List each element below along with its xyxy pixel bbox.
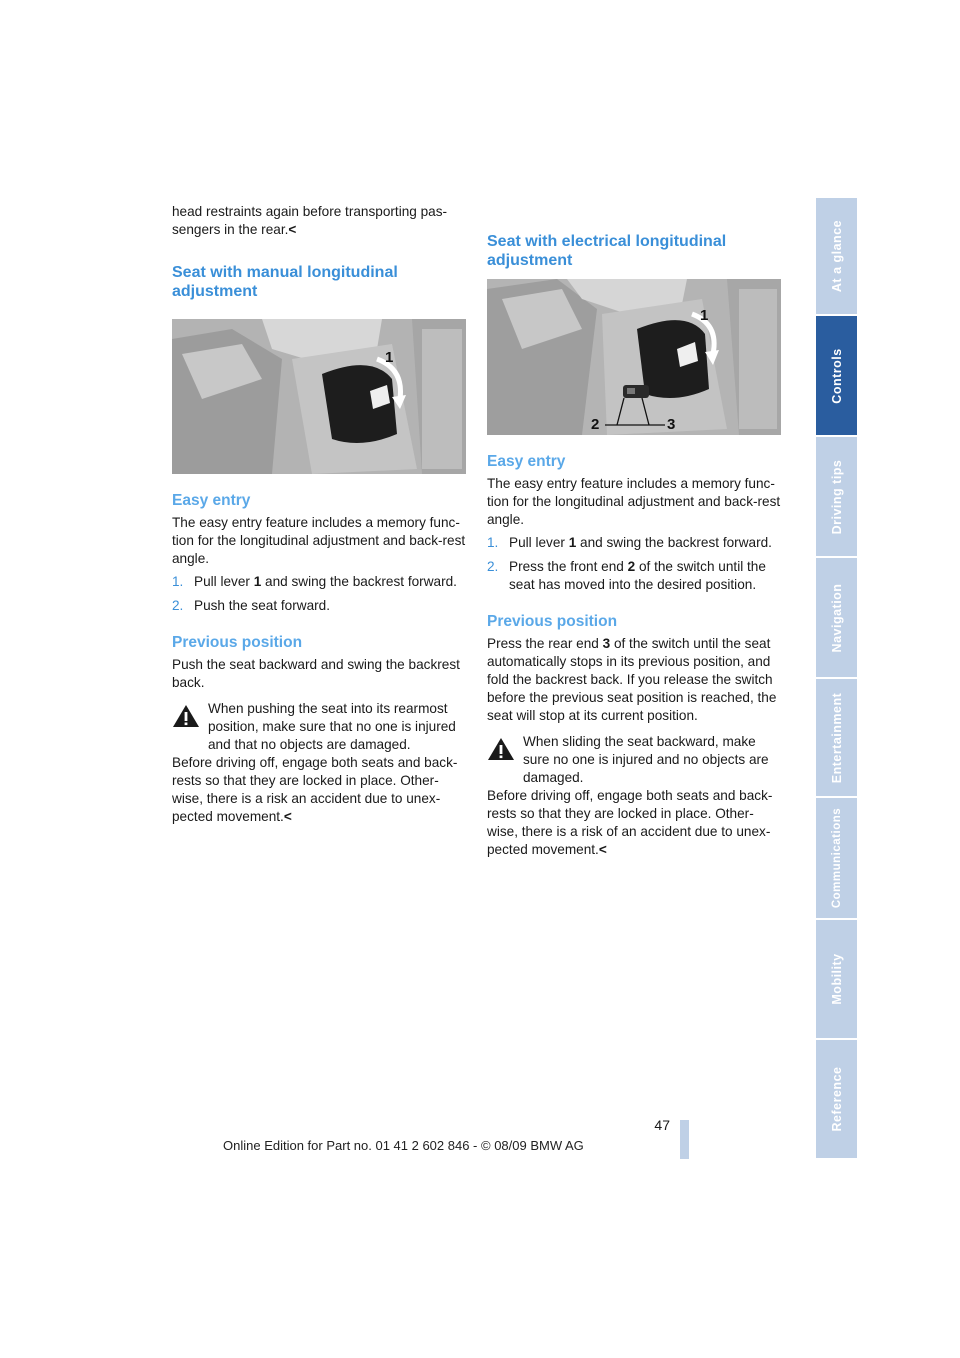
tab-reference[interactable] <box>816 1040 857 1160</box>
warning-block-left <box>172 700 466 826</box>
tab-label: Mobility <box>829 953 844 1005</box>
manual-seat-illustration <box>172 319 466 474</box>
page-number-bar <box>680 1120 689 1159</box>
step-text-end: and swing the backrest forward. <box>576 535 772 550</box>
switch-front-label-2: 2 <box>591 416 600 433</box>
tab-mobility[interactable] <box>816 920 857 1040</box>
step-text: Pull lever <box>194 574 254 589</box>
step-ref: 1 <box>568 535 577 550</box>
right-column <box>487 232 781 859</box>
end-mark: < <box>283 809 292 824</box>
prev-pos-ref: 3 <box>602 636 611 651</box>
warning-body-right: When sliding the seat backward, make sure no one is injured and no objects are damaged. <box>523 734 769 785</box>
tab-label: Controls <box>829 347 844 404</box>
previous-position-heading-left: Previous position <box>172 634 303 651</box>
tab-driving-tips[interactable] <box>816 437 857 558</box>
warning-text2-left <box>172 754 466 826</box>
warning-text-right <box>487 733 781 787</box>
left-column <box>172 203 466 826</box>
step-number: 1. <box>487 535 499 550</box>
section-heading-manual: Seat with manual longitudinal adjustment <box>172 264 398 300</box>
previous-position-text-left: Push the seat backward and swing the backrest back. <box>172 657 460 690</box>
easy-entry-text-right: The easy entry feature includes a memory func-tion for the longitudinal adjustment and back-rest angle. <box>487 476 781 527</box>
step-ref: 1 <box>253 574 262 589</box>
easy-entry-steps-left <box>172 573 466 615</box>
step-text: Push the seat forward. <box>194 598 331 613</box>
step-text: Press the front end <box>509 559 628 574</box>
previous-position-heading-right: Previous position <box>487 613 618 630</box>
step-number: 2. <box>172 598 184 613</box>
tab-label: Communications <box>830 807 843 909</box>
list-item <box>487 558 781 594</box>
intro-text-body: head restraints again before transporting pas-sengers in the rear. <box>172 204 448 237</box>
manual-seat-photo <box>172 319 466 474</box>
previous-position-text-right <box>487 635 781 725</box>
tab-label: Driving tips <box>829 459 844 534</box>
electrical-seat-illustration <box>487 279 781 435</box>
step-text-end: of the switch until the seat has moved into the desired position. <box>509 559 766 592</box>
tab-label: At a glance <box>829 219 844 293</box>
prev-pos-text: Press the rear end <box>487 636 603 651</box>
chapter-sidebar <box>816 198 857 1160</box>
warning-block-right <box>487 733 781 859</box>
tab-label: Navigation <box>829 583 844 652</box>
lever-label-1: 1 <box>385 349 394 366</box>
page-number: 47 <box>654 1117 670 1133</box>
tab-at-a-glance[interactable] <box>816 198 857 316</box>
end-mark: < <box>598 842 607 857</box>
easy-entry-heading-left: Easy entry <box>172 492 251 509</box>
warning-body2-left: Before driving off, engage both seats and back-rests so that they are locked in place. Other-wise, there is a risk an accident due to unex-pected movement. <box>172 755 458 824</box>
list-item <box>172 597 466 615</box>
warning-body2-right: Before driving off, engage both seats and back-rests so that they are locked in place. Other-wise, there is a risk of an accident due to unex-pected movement. <box>487 788 773 857</box>
tab-navigation[interactable] <box>816 558 857 679</box>
tab-controls[interactable] <box>816 316 857 437</box>
switch-rear-label-3: 3 <box>667 416 676 433</box>
step-ref: 2 <box>627 559 636 574</box>
warning-text-left <box>172 700 466 754</box>
step-text-end: and swing the backrest forward. <box>261 574 457 589</box>
easy-entry-steps-right <box>487 534 781 594</box>
tab-label: Reference <box>829 1066 844 1132</box>
warning-triangle-icon <box>172 704 200 728</box>
warning-text2-right <box>487 787 781 859</box>
tab-entertainment[interactable] <box>816 679 857 798</box>
lever-label-1: 1 <box>700 307 709 324</box>
electrical-seat-photo <box>487 279 781 435</box>
step-text: Pull lever <box>509 535 569 550</box>
warning-triangle-icon <box>487 737 515 761</box>
step-number: 2. <box>487 559 499 574</box>
end-mark: < <box>288 222 297 237</box>
list-item <box>487 534 781 552</box>
step-number: 1. <box>172 574 184 589</box>
section-heading-electrical: Seat with electrical longitudinal adjustment <box>487 233 727 269</box>
warning-body-left: When pushing the seat into its rearmost position, make sure that no one is injured and that no objects are damaged. <box>208 701 456 752</box>
list-item <box>172 573 466 591</box>
prev-pos-text-end: of the switch until the seat automatically stops in its previous position, and fold the backrest back. If you release the switch before the previous seat position is reached, the seat will stop at its current position. <box>487 636 777 723</box>
footer-text: Online Edition for Part no. 01 41 2 602 846 - © 08/09 BMW AG <box>223 1138 584 1153</box>
easy-entry-heading-right: Easy entry <box>487 453 566 470</box>
easy-entry-text-left: The easy entry feature includes a memory func-tion for the longitudinal adjustment and back-rest angle. <box>172 515 466 566</box>
intro-text <box>172 203 472 239</box>
tab-label: Entertainment <box>829 692 844 783</box>
tab-communications[interactable] <box>816 798 857 920</box>
